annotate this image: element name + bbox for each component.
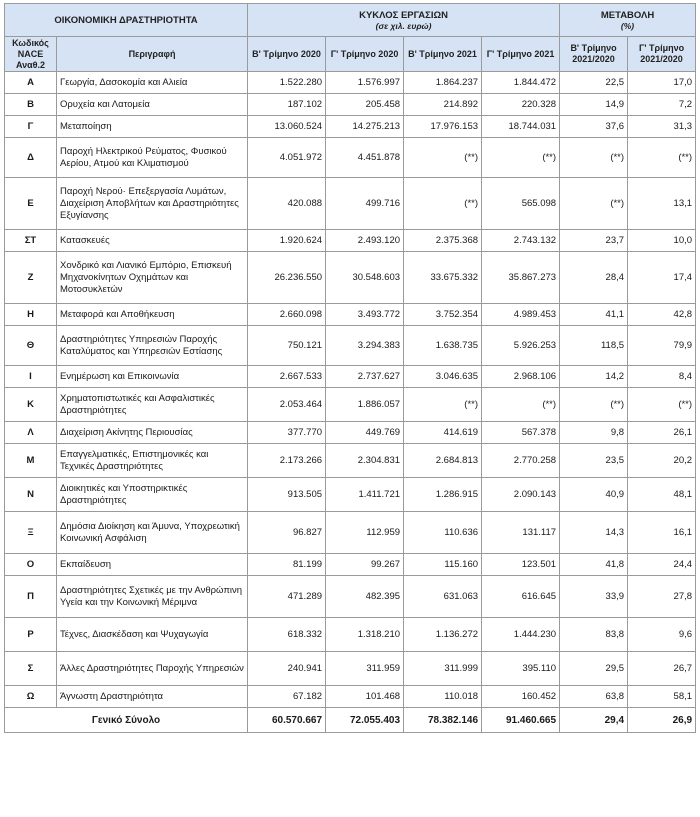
table-row: [5, 304, 696, 326]
value-cell: 449.769: [326, 422, 404, 444]
total-cell: 26,9: [628, 708, 696, 733]
code-header: Κωδικός NACE Αναθ.2: [5, 37, 57, 72]
value-cell: 41,1: [560, 304, 628, 326]
value-cell: 1.286.915: [404, 478, 482, 512]
col-header: Β' Τρίμηνο 2021/2020: [560, 37, 628, 72]
nace-code-cell: Α: [5, 72, 57, 94]
description-cell: Ορυχεία και Λατομεία: [57, 94, 248, 116]
table-row: [5, 478, 696, 512]
nace-code-cell: Λ: [5, 422, 57, 444]
value-cell: 4.051.972: [248, 138, 326, 178]
value-cell: 110.636: [404, 512, 482, 554]
value-cell: 23,7: [560, 230, 628, 252]
value-cell: 1.136.272: [404, 618, 482, 652]
value-cell: 1.576.997: [326, 72, 404, 94]
value-cell: 1.444.230: [482, 618, 560, 652]
value-cell: 471.289: [248, 576, 326, 618]
col-header: Γ' Τρίμηνο 2021: [482, 37, 560, 72]
total-row: [5, 708, 696, 733]
value-cell: (**): [560, 178, 628, 230]
value-cell: 2.684.813: [404, 444, 482, 478]
value-cell: 9,8: [560, 422, 628, 444]
value-cell: 2.375.368: [404, 230, 482, 252]
change-header: [560, 4, 696, 37]
nace-code-cell: Δ: [5, 138, 57, 178]
description-cell: Μεταφορά και Αποθήκευση: [57, 304, 248, 326]
table-row: [5, 388, 696, 422]
table-row: [5, 444, 696, 478]
value-cell: 37,6: [560, 116, 628, 138]
nace-code-cell: Ρ: [5, 618, 57, 652]
value-cell: (**): [628, 388, 696, 422]
table-body: [5, 72, 696, 708]
value-cell: 14,3: [560, 512, 628, 554]
value-cell: 1.920.624: [248, 230, 326, 252]
table-row: [5, 618, 696, 652]
value-cell: 112.959: [326, 512, 404, 554]
value-cell: 48,1: [628, 478, 696, 512]
value-cell: 377.770: [248, 422, 326, 444]
description-cell: Παροχή Νερού· Επεξεργασία Λυμάτων, Διαχείριση Αποβλήτων και Δραστηριότητες Εξυγίανσης: [57, 178, 248, 230]
value-cell: 81.199: [248, 554, 326, 576]
table-row: [5, 576, 696, 618]
value-cell: 2.770.258: [482, 444, 560, 478]
value-cell: 3.294.383: [326, 326, 404, 366]
value-cell: 8,4: [628, 366, 696, 388]
value-cell: 131.117: [482, 512, 560, 554]
total-cell: 91.460.665: [482, 708, 560, 733]
description-cell: Δημόσια Διοίκηση και Άμυνα, Υποχρεωτική Κοινωνική Ασφάλιση: [57, 512, 248, 554]
value-cell: 2.660.098: [248, 304, 326, 326]
value-cell: 123.501: [482, 554, 560, 576]
value-cell: 3.046.635: [404, 366, 482, 388]
value-cell: 26,7: [628, 652, 696, 686]
value-cell: 9,6: [628, 618, 696, 652]
value-cell: 30.548.603: [326, 252, 404, 304]
value-cell: 913.505: [248, 478, 326, 512]
col-header: Γ' Τρίμηνο 2020: [326, 37, 404, 72]
change-title: ΜΕΤΑΒΟΛΗ: [600, 9, 655, 21]
description-cell: Χρηματοπιστωτικές και Ασφαλιστικές Δραστηριότητες: [57, 388, 248, 422]
value-cell: 395.110: [482, 652, 560, 686]
table-row: [5, 554, 696, 576]
value-cell: 311.999: [404, 652, 482, 686]
table-row: [5, 366, 696, 388]
value-cell: 1.844.472: [482, 72, 560, 94]
value-cell: 565.098: [482, 178, 560, 230]
value-cell: 3.752.354: [404, 304, 482, 326]
value-cell: 26,1: [628, 422, 696, 444]
value-cell: 1.318.210: [326, 618, 404, 652]
value-cell: 1.411.721: [326, 478, 404, 512]
description-cell: Εκπαίδευση: [57, 554, 248, 576]
col-header: Β' Τρίμηνο 2020: [248, 37, 326, 72]
value-cell: 18.744.031: [482, 116, 560, 138]
value-cell: 420.088: [248, 178, 326, 230]
description-cell: Γεωργία, Δασοκομία και Αλιεία: [57, 72, 248, 94]
nace-code-cell: Γ: [5, 116, 57, 138]
turnover-table: [4, 3, 696, 733]
turnover-header: [248, 4, 560, 37]
value-cell: 41,8: [560, 554, 628, 576]
nace-code-cell: Θ: [5, 326, 57, 366]
table-row: [5, 652, 696, 686]
value-cell: 1.522.280: [248, 72, 326, 94]
value-cell: 414.619: [404, 422, 482, 444]
value-cell: 14.275.213: [326, 116, 404, 138]
value-cell: 1.638.735: [404, 326, 482, 366]
value-cell: 14,2: [560, 366, 628, 388]
value-cell: 101.468: [326, 686, 404, 708]
table-row: [5, 178, 696, 230]
value-cell: 2.737.627: [326, 366, 404, 388]
value-cell: 26.236.550: [248, 252, 326, 304]
value-cell: 616.645: [482, 576, 560, 618]
table-row: [5, 326, 696, 366]
value-cell: 31,3: [628, 116, 696, 138]
value-cell: (**): [482, 138, 560, 178]
value-cell: 99.267: [326, 554, 404, 576]
turnover-unit: (σε χιλ. ευρώ): [375, 20, 432, 31]
value-cell: (**): [404, 388, 482, 422]
nace-code-cell: Ι: [5, 366, 57, 388]
total-cell: 78.382.146: [404, 708, 482, 733]
value-cell: 115.160: [404, 554, 482, 576]
table-row: [5, 230, 696, 252]
description-cell: Δραστηριότητες Σχετικές με την Ανθρώπινη Υγεία και την Κοινωνική Μέριμνα: [57, 576, 248, 618]
value-cell: 23,5: [560, 444, 628, 478]
value-cell: 311.959: [326, 652, 404, 686]
value-cell: 20,2: [628, 444, 696, 478]
value-cell: 13.060.524: [248, 116, 326, 138]
description-cell: Μεταποίηση: [57, 116, 248, 138]
value-cell: 22,5: [560, 72, 628, 94]
value-cell: 214.892: [404, 94, 482, 116]
value-cell: 28,4: [560, 252, 628, 304]
table-row: [5, 94, 696, 116]
col-header: Β' Τρίμηνο 2021: [404, 37, 482, 72]
description-cell: Ενημέρωση και Επικοινωνία: [57, 366, 248, 388]
description-cell: Άγνωστη Δραστηριότητα: [57, 686, 248, 708]
description-cell: Διοικητικές και Υποστηρικτικές Δραστηριότητες: [57, 478, 248, 512]
total-cell: 29,4: [560, 708, 628, 733]
value-cell: 63,8: [560, 686, 628, 708]
value-cell: 33.675.332: [404, 252, 482, 304]
description-cell: Άλλες Δραστηριότητες Παροχής Υπηρεσιών: [57, 652, 248, 686]
value-cell: 2.053.464: [248, 388, 326, 422]
value-cell: 83,8: [560, 618, 628, 652]
value-cell: 2.667.533: [248, 366, 326, 388]
total-cell: 72.055.403: [326, 708, 404, 733]
value-cell: 29,5: [560, 652, 628, 686]
col-header: Γ' Τρίμηνο 2021/2020: [628, 37, 696, 72]
value-cell: 2.743.132: [482, 230, 560, 252]
change-unit: (%): [620, 20, 635, 31]
value-cell: 14,9: [560, 94, 628, 116]
value-cell: 42,8: [628, 304, 696, 326]
description-cell: Διαχείριση Ακίνητης Περιουσίας: [57, 422, 248, 444]
nace-code-cell: Ν: [5, 478, 57, 512]
table-row: [5, 138, 696, 178]
activity-header: ΟΙΚΟΝΟΜΙΚΗ ΔΡΑΣΤΗΡΙΟΤΗΤΑ: [5, 4, 248, 37]
nace-code-cell: Β: [5, 94, 57, 116]
description-cell: Επαγγελματικές, Επιστημονικές και Τεχνικές Δραστηριότητες: [57, 444, 248, 478]
nace-code-cell: Ζ: [5, 252, 57, 304]
value-cell: (**): [560, 138, 628, 178]
value-cell: 2.493.120: [326, 230, 404, 252]
description-cell: Παροχή Ηλεκτρικού Ρεύματος, Φυσικού Αερίου, Ατμού και Κλιματισμού: [57, 138, 248, 178]
nace-code-cell: ΣΤ: [5, 230, 57, 252]
table-row: [5, 686, 696, 708]
value-cell: 1.864.237: [404, 72, 482, 94]
value-cell: 17,4: [628, 252, 696, 304]
table-row: [5, 422, 696, 444]
value-cell: 240.941: [248, 652, 326, 686]
value-cell: 67.182: [248, 686, 326, 708]
nace-code-cell: Σ: [5, 652, 57, 686]
value-cell: (**): [404, 138, 482, 178]
value-cell: (**): [628, 138, 696, 178]
value-cell: 33,9: [560, 576, 628, 618]
value-cell: 482.395: [326, 576, 404, 618]
description-cell: Δραστηριότητες Υπηρεσιών Παροχής Καταλύματος και Υπηρεσιών Εστίασης: [57, 326, 248, 366]
nace-code-cell: Ε: [5, 178, 57, 230]
value-cell: 2.173.266: [248, 444, 326, 478]
value-cell: 205.458: [326, 94, 404, 116]
description-cell: Χονδρικό και Λιανικό Εμπόριο, Επισκευή Μηχανοκίνητων Οχημάτων και Μοτοσυκλετών: [57, 252, 248, 304]
value-cell: 631.063: [404, 576, 482, 618]
nace-code-cell: Η: [5, 304, 57, 326]
value-cell: 27,8: [628, 576, 696, 618]
value-cell: 5.926.253: [482, 326, 560, 366]
value-cell: 79,9: [628, 326, 696, 366]
value-cell: 110.018: [404, 686, 482, 708]
value-cell: (**): [404, 178, 482, 230]
value-cell: 750.121: [248, 326, 326, 366]
total-cell: 60.570.667: [248, 708, 326, 733]
value-cell: 187.102: [248, 94, 326, 116]
value-cell: 160.452: [482, 686, 560, 708]
description-cell: Τέχνες, Διασκέδαση και Ψυχαγωγία: [57, 618, 248, 652]
value-cell: 4.989.453: [482, 304, 560, 326]
value-cell: 2.968.106: [482, 366, 560, 388]
value-cell: 618.332: [248, 618, 326, 652]
description-cell: Κατασκευές: [57, 230, 248, 252]
nace-code-cell: Ο: [5, 554, 57, 576]
value-cell: 40,9: [560, 478, 628, 512]
value-cell: (**): [560, 388, 628, 422]
value-cell: 220.328: [482, 94, 560, 116]
value-cell: 58,1: [628, 686, 696, 708]
value-cell: 10,0: [628, 230, 696, 252]
table-row: [5, 72, 696, 94]
nace-code-cell: Ω: [5, 686, 57, 708]
description-header: Περιγραφή: [57, 37, 248, 72]
total-label: Γενικό Σύνολο: [5, 708, 248, 733]
value-cell: 96.827: [248, 512, 326, 554]
value-cell: 1.886.057: [326, 388, 404, 422]
value-cell: 2.304.831: [326, 444, 404, 478]
value-cell: 17.976.153: [404, 116, 482, 138]
value-cell: 499.716: [326, 178, 404, 230]
value-cell: 24,4: [628, 554, 696, 576]
nace-code-cell: Κ: [5, 388, 57, 422]
value-cell: 13,1: [628, 178, 696, 230]
value-cell: 7,2: [628, 94, 696, 116]
table-row: [5, 512, 696, 554]
value-cell: 3.493.772: [326, 304, 404, 326]
value-cell: 2.090.143: [482, 478, 560, 512]
value-cell: (**): [482, 388, 560, 422]
table-row: [5, 252, 696, 304]
nace-code-cell: Π: [5, 576, 57, 618]
value-cell: 118,5: [560, 326, 628, 366]
nace-code-cell: Ξ: [5, 512, 57, 554]
turnover-title: ΚΥΚΛΟΣ ΕΡΓΑΣΙΩΝ: [359, 9, 448, 21]
value-cell: 4.451.878: [326, 138, 404, 178]
value-cell: 17,0: [628, 72, 696, 94]
value-cell: 35.867.273: [482, 252, 560, 304]
value-cell: 567.378: [482, 422, 560, 444]
nace-code-cell: Μ: [5, 444, 57, 478]
table-row: [5, 116, 696, 138]
value-cell: 16,1: [628, 512, 696, 554]
